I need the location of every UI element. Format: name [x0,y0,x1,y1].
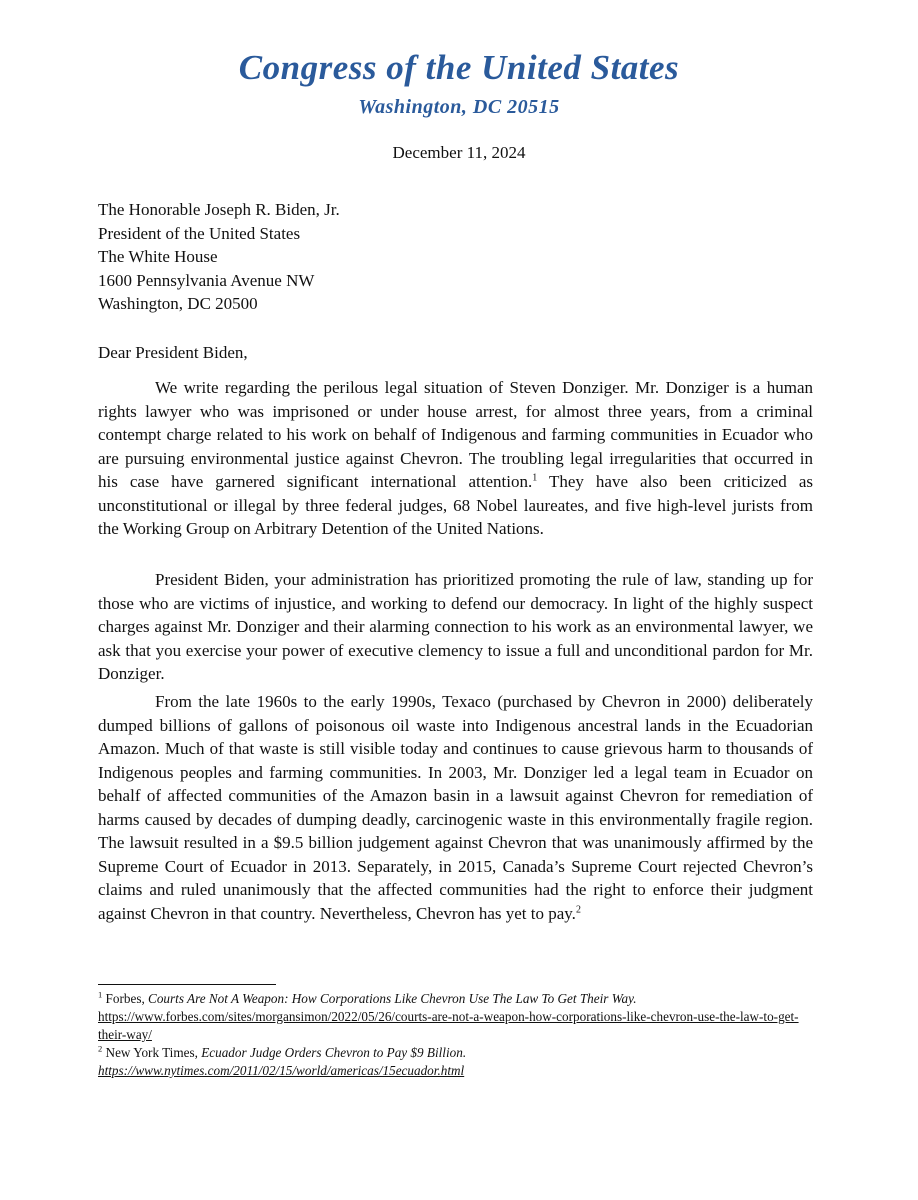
footnotes [98,990,816,1080]
footnote-divider [98,984,276,985]
footnote-1-number: 1 [98,989,103,1000]
address-line-city: Washington, DC 20500 [98,294,258,313]
footnote-2 [98,1044,816,1080]
address-line-street: 1600 Pennsylvania Avenue NW [98,270,315,290]
address-line-name: The Honorable Joseph R. Biden, Jr. [98,200,340,219]
footnote-2-number: 2 [98,1043,103,1054]
footnote-ref-1: 1 [532,472,538,484]
footnote-1 [98,990,816,1044]
footnote-1-source: Forbes, [105,991,149,1006]
address-line-title: President of the United States [98,223,301,243]
footnote-2-source: New York Times, [105,1045,202,1060]
letterhead-title: Congress of the United States [238,48,680,87]
paragraph-1 [98,376,813,541]
footnote-1-link[interactable]: https://www.forbes.com/sites/morgansimon/2022/05/26/courts-are-not-a-weapon-how-corporations-like-chevron-use-the-law-to-get-their-way/ [98,1009,799,1042]
paragraph-2: President Biden, your administration has prioritized promoting the rule of law, standing up for those who are victims of injustice, and working to defend our democracy. In light of the highly suspect charges against Mr. Donziger and their alarming connection to his work as an environmental lawyer, we ask that you exercise your power of executive clemency to issue a full and unconditional pardon for Mr. Donziger. [98,570,813,683]
letterhead-subtitle: Washington, DC 20515 [358,96,560,118]
footnote-2-title: Ecuador Judge Orders Chevron to Pay $9 Billion. [201,1045,467,1060]
recipient-address [98,198,340,316]
paragraph-1-text-b: They have also been criticized as unconstitutional or illegal by three federal judges, 68 Nobel laureates, and five high-level jurists from the Working Group on Arbitrary Detention of the United Nations. [98,472,813,538]
footnote-2-link[interactable]: https://www.nytimes.com/2011/02/15/world/americas/15ecuador.html [98,1063,465,1078]
paragraph-3 [98,690,813,925]
paragraph-1-text-a: We write regarding the perilous legal situation of Steven Donziger. Mr. Donziger is a human rights lawyer who was imprisoned or under house arrest, for almost three years, from a criminal contempt charge related to his work on behalf of Indigenous and farming communities in Ecuador who are pursuing environmental justice against Chevron. The troubling legal irregularities that occurred in his case have garnered significant international attention. [98,378,813,491]
paragraph-3-text: From the late 1960s to the early 1990s, Texaco (purchased by Chevron in 2000) deliberately dumped billions of gallons of poisonous oil waste into Indigenous ancestral lands in the Ecuadorian Amazon. Much of that waste is still visible today and continues to cause grievous harm to thousands of Indigenous peoples and farming communities. In 2003, Mr. Donziger led a legal team in Ecuador on behalf of affected communities of the Amazon basin in a lawsuit against Chevron for remediation of harms caused by decades of dumping deadly, carcinogenic waste in this environmentally fragile region. The lawsuit resulted in a $9.5 billion judgement against Chevron that was unanimously affirmed by the Supreme Court of Ecuador in 2013. Separately, in 2015, Canada’s Supreme Court rejected Chevron’s claims and ruled unanimously that the affected communities had the right to enforce their judgment against Chevron in that country. Nevertheless, Chevron has yet to pay. [98,692,813,923]
salutation: Dear President Biden, [98,343,248,362]
letter-date: December 11, 2024 [392,143,526,162]
footnote-1-title: Courts Are Not A Weapon: How Corporations Like Chevron Use The Law To Get Their Way. [148,991,637,1006]
footnote-ref-2: 2 [575,903,581,915]
address-line-building: The White House [98,247,218,266]
